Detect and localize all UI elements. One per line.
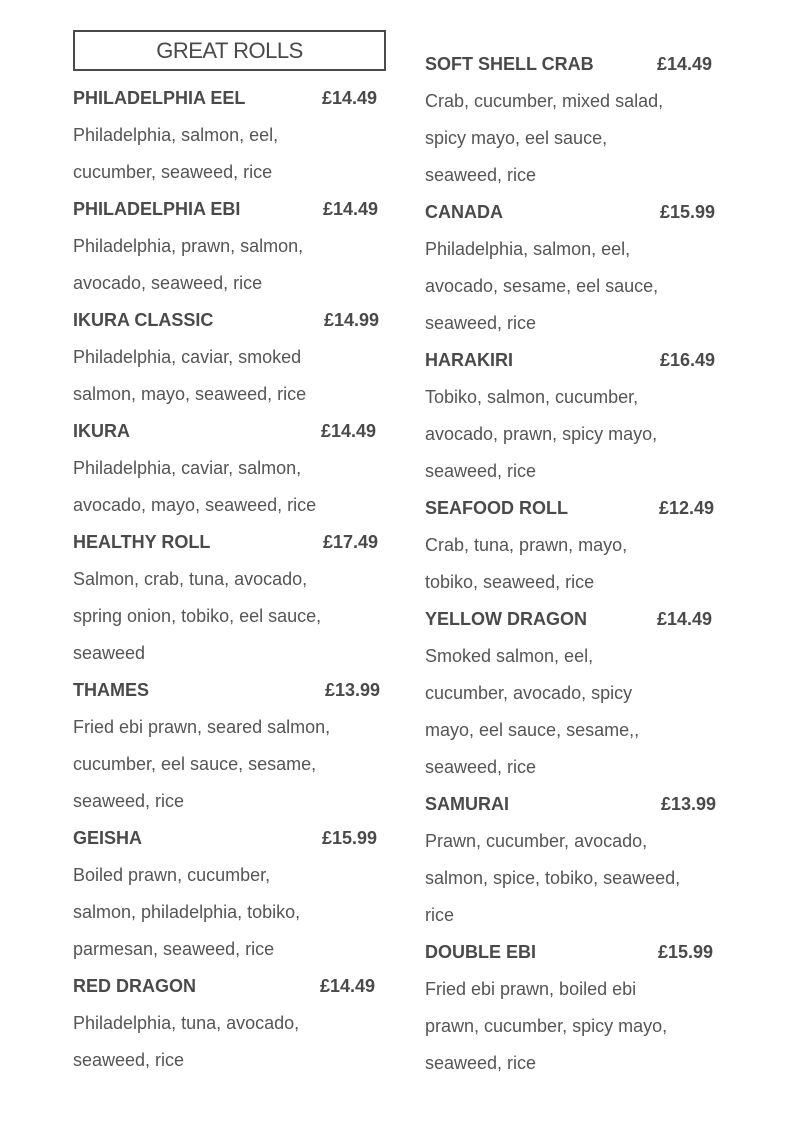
menu-item-price: £14.99 xyxy=(324,310,380,330)
description-line: cucumber, eel sauce, sesame, xyxy=(73,754,317,774)
menu-item-header xyxy=(425,342,721,379)
menu-item xyxy=(73,302,385,413)
description-line: avocado, sesame, eel sauce, xyxy=(425,276,659,296)
description-line: spicy mayo, eel sauce, xyxy=(425,128,608,148)
menu-item-price: £14.49 xyxy=(323,199,379,219)
menu-item-price: £16.49 xyxy=(660,350,716,370)
menu-item-name: HARAKIRI xyxy=(425,350,513,370)
menu-item-price: £14.49 xyxy=(657,609,713,629)
section-title: GREAT ROLLS xyxy=(73,30,386,71)
description-line: Crab, cucumber, mixed salad, xyxy=(425,91,664,111)
menu-item-name: SEAFOOD ROLL xyxy=(425,498,568,518)
description-line: seaweed, rice xyxy=(425,1053,537,1073)
description-line: salmon, philadelphia, tobiko, xyxy=(73,902,301,922)
menu-item-name: PHILADELPHIA EBI xyxy=(73,199,241,219)
menu-item-header xyxy=(73,413,385,450)
menu-item-description xyxy=(425,971,721,1082)
menu-item-price: £17.49 xyxy=(323,532,379,552)
menu-item-price: £14.49 xyxy=(657,54,713,74)
description-line: Philadelphia, prawn, salmon, xyxy=(73,236,304,256)
menu-item-header xyxy=(425,194,721,231)
menu-item-header xyxy=(425,601,721,638)
menu-item-price: £15.99 xyxy=(322,828,378,848)
description-line: tobiko, seaweed, rice xyxy=(425,572,595,592)
menu-item-description xyxy=(73,709,385,820)
menu-item-header xyxy=(73,80,385,117)
menu-item-name: DOUBLE EBI xyxy=(425,942,537,962)
description-line: Prawn, cucumber, avocado, xyxy=(425,831,648,851)
menu-item-description xyxy=(73,1005,385,1079)
description-line: parmesan, seaweed, rice xyxy=(73,939,275,959)
description-line: seaweed xyxy=(73,643,146,663)
menu-item-header xyxy=(425,934,721,971)
description-line: Philadelphia, tuna, avocado, xyxy=(73,1013,300,1033)
menu-item-name: CANADA xyxy=(425,202,503,222)
menu-item-header xyxy=(425,490,721,527)
menu-item-description xyxy=(425,379,721,490)
menu-item-price: £12.49 xyxy=(659,498,715,518)
menu-item-name: IKURA CLASSIC xyxy=(73,310,214,330)
description-line: Salmon, crab, tuna, avocado, xyxy=(73,569,308,589)
description-line: seaweed, rice xyxy=(425,461,537,481)
description-line: seaweed, rice xyxy=(73,1050,185,1070)
menu-item-name: PHILADELPHIA EEL xyxy=(73,88,246,108)
menu-item-name: IKURA xyxy=(73,421,130,441)
menu-item-name: SOFT SHELL CRAB xyxy=(425,54,594,74)
description-line: salmon, mayo, seaweed, rice xyxy=(73,384,307,404)
menu-item xyxy=(73,524,385,672)
menu-item-description xyxy=(73,450,385,524)
menu-item-price: £14.49 xyxy=(322,88,378,108)
menu-item-name: RED DRAGON xyxy=(73,976,197,996)
menu-item-description xyxy=(425,638,721,786)
menu-item-description xyxy=(73,339,385,413)
menu-item-description xyxy=(425,231,721,342)
menu-item xyxy=(425,934,721,1082)
menu-item xyxy=(73,191,385,302)
menu-item-header xyxy=(425,46,721,83)
description-line: Philadelphia, caviar, salmon, xyxy=(73,458,302,478)
menu-item xyxy=(73,672,385,820)
menu-item-name: SAMURAI xyxy=(425,794,509,814)
description-line: Fried ebi prawn, boiled ebi xyxy=(425,979,637,999)
menu-item xyxy=(425,342,721,490)
description-line: cucumber, avocado, spicy xyxy=(425,683,633,703)
description-line: seaweed, rice xyxy=(73,791,185,811)
menu-item-header xyxy=(73,820,385,857)
description-line: Philadelphia, caviar, smoked xyxy=(73,347,302,367)
description-line: spring onion, tobiko, eel sauce, xyxy=(73,606,322,626)
menu-item-description xyxy=(73,561,385,672)
menu-item xyxy=(425,601,721,786)
menu-item-header xyxy=(73,672,385,709)
menu-item-price: £15.99 xyxy=(658,942,714,962)
description-line: seaweed, rice xyxy=(425,165,537,185)
description-line: rice xyxy=(425,905,455,925)
menu-item-price: £15.99 xyxy=(660,202,716,222)
description-line: Boiled prawn, cucumber, xyxy=(73,865,271,885)
description-line: Philadelphia, salmon, eel, xyxy=(425,239,631,259)
menu-item-description xyxy=(73,228,385,302)
description-line: cucumber, seaweed, rice xyxy=(73,162,273,182)
description-line: Crab, tuna, prawn, mayo, xyxy=(425,535,628,555)
menu-item-price: £14.49 xyxy=(321,421,377,441)
description-line: Fried ebi prawn, seared salmon, xyxy=(73,717,331,737)
description-line: Tobiko, salmon, cucumber, xyxy=(425,387,639,407)
menu-item-name: GEISHA xyxy=(73,828,143,848)
menu-item-name: YELLOW DRAGON xyxy=(425,609,587,629)
description-line: seaweed, rice xyxy=(425,757,537,777)
menu-item xyxy=(425,490,721,601)
menu-item xyxy=(73,80,385,191)
menu-item xyxy=(425,786,721,934)
menu-item-price: £14.49 xyxy=(320,976,376,996)
menu-item-description xyxy=(425,823,721,934)
description-line: seaweed, rice xyxy=(425,313,537,333)
menu-item xyxy=(425,194,721,342)
menu-item xyxy=(73,968,385,1079)
description-line: avocado, seaweed, rice xyxy=(73,273,263,293)
menu-item xyxy=(73,413,385,524)
menu-item-description xyxy=(425,83,721,194)
description-line: mayo, eel sauce, sesame,, xyxy=(425,720,640,740)
description-line: Philadelphia, salmon, eel, xyxy=(73,125,279,145)
description-line: avocado, prawn, spicy mayo, xyxy=(425,424,658,444)
menu-item-description xyxy=(425,527,721,601)
menu-item xyxy=(73,820,385,968)
menu-item-header xyxy=(425,786,721,823)
menu-item-header xyxy=(73,968,385,1005)
menu-item-header xyxy=(73,524,385,561)
description-line: Smoked salmon, eel, xyxy=(425,646,594,666)
menu-item-description xyxy=(73,117,385,191)
menu-item-header xyxy=(73,191,385,228)
menu-item-price: £13.99 xyxy=(661,794,717,814)
description-line: avocado, mayo, seaweed, rice xyxy=(73,495,317,515)
menu-item-name: HEALTHY ROLL xyxy=(73,532,211,552)
description-line: prawn, cucumber, spicy mayo, xyxy=(425,1016,668,1036)
menu-item-description xyxy=(73,857,385,968)
menu-item xyxy=(425,46,721,194)
description-line: salmon, spice, tobiko, seaweed, xyxy=(425,868,681,888)
menu-item-name: THAMES xyxy=(73,680,149,700)
menu-item-header xyxy=(73,302,385,339)
menu-item-price: £13.99 xyxy=(325,680,381,700)
